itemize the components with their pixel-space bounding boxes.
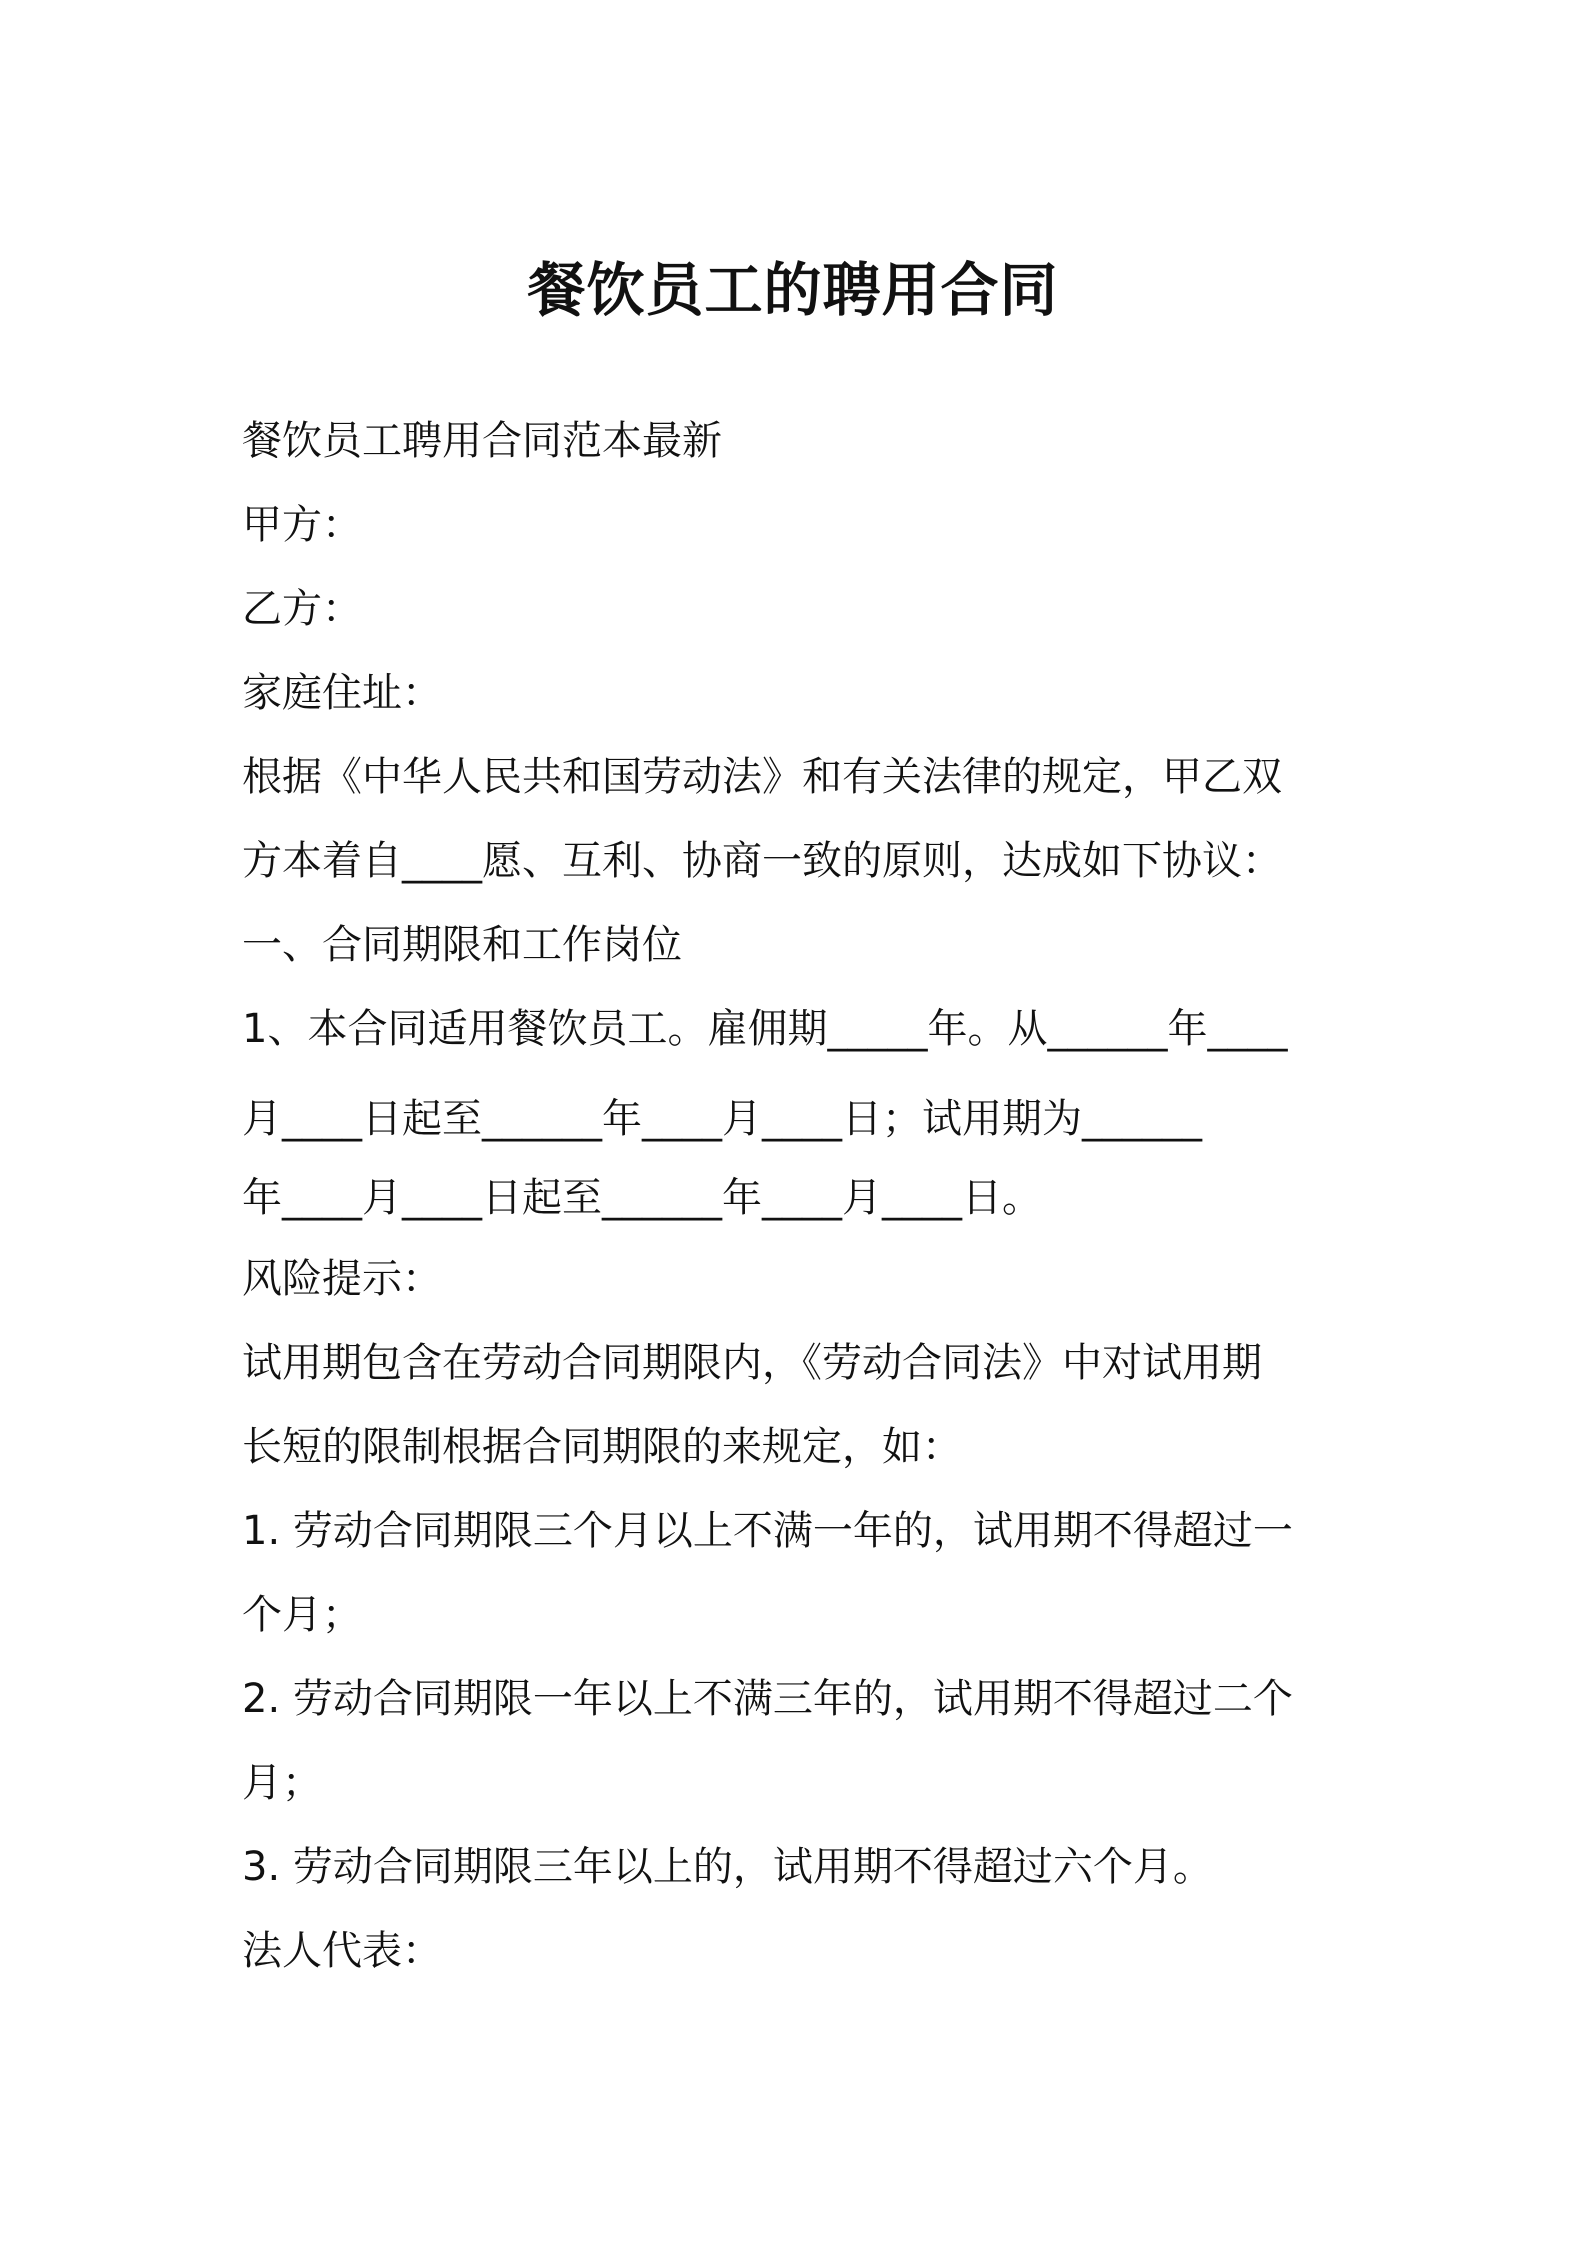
body-line: 根据《中华人民共和国劳动法》和有关法律的规定，甲乙双 <box>242 754 1282 800</box>
list-item-continued: 个月； <box>242 1592 362 1638</box>
document-title: 餐饮员工的聘用合同 <box>527 256 1059 324</box>
party-b-label: 乙方： <box>242 586 362 632</box>
body-line: 方本着自____愿、互利、协商一致的原则，达成如下协议： <box>242 838 1282 884</box>
list-item: 1. 劳动合同期限三个月以上不满一年的，试用期不得超过一 <box>242 1508 1293 1554</box>
risk-notice-heading: 风险提示： <box>242 1256 442 1302</box>
body-line: 试用期包含在劳动合同期限内，《劳动合同法》中对试用期 <box>242 1340 1262 1386</box>
body-line: 年____月____日起至______年____月____日。 <box>242 1175 1042 1221</box>
home-address-label: 家庭住址： <box>242 670 442 716</box>
body-line: 1、本合同适用餐饮员工。雇佣期_____年。从______年____ <box>242 1006 1288 1052</box>
body-line: 月____日起至______年____月____日；试用期为______ <box>242 1096 1202 1142</box>
document-subtitle: 餐饮员工聘用合同范本最新 <box>242 418 722 464</box>
section-heading: 一、合同期限和工作岗位 <box>242 922 682 968</box>
body-line: 长短的限制根据合同期限的来规定，如： <box>242 1424 962 1470</box>
list-item-continued: 月； <box>242 1760 322 1806</box>
list-item: 2. 劳动合同期限一年以上不满三年的，试用期不得超过二个 <box>242 1676 1293 1722</box>
legal-representative-label: 法人代表： <box>242 1928 442 1974</box>
party-a-label: 甲方： <box>242 502 362 548</box>
list-item: 3. 劳动合同期限三年以上的，试用期不得超过六个月。 <box>242 1844 1213 1890</box>
